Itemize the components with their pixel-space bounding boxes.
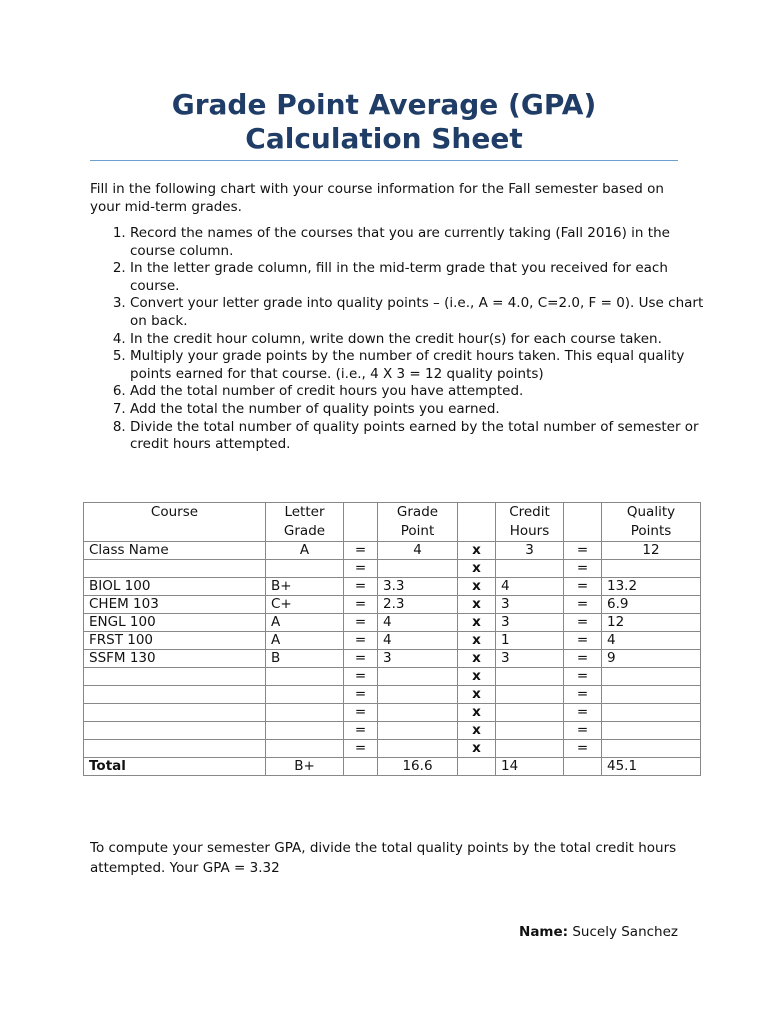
credit-hours-cell: 3: [496, 542, 564, 560]
credit-hours-cell: 3: [496, 650, 564, 668]
equals-sign: =: [564, 722, 602, 740]
instruction-step: 1. Record the names of the courses that you are currently taking (Fall 2016) in the course column.: [130, 225, 710, 260]
instruction-step: 2. In the letter grade column, fill in the mid-term grade that you received for each course.: [130, 260, 710, 295]
header-course: Course: [84, 503, 266, 542]
credit-hours-cell: [496, 560, 564, 578]
equals-sign: =: [564, 686, 602, 704]
table-row: [84, 632, 701, 650]
instruction-step: 3. Convert your letter grade into quality points – (i.e., A = 4.0, C=2.0, F = 0). Use chart on back.: [130, 295, 710, 330]
table-row: [84, 668, 701, 686]
table-row: [84, 560, 701, 578]
name-label: Name:: [519, 924, 569, 940]
quality-points-cell: 12: [602, 542, 701, 560]
credit-hours-cell: [496, 740, 564, 758]
quality-points-cell: [602, 704, 701, 722]
letter-cell: A: [266, 542, 344, 560]
letter-cell: [266, 740, 344, 758]
times-sign: x: [458, 632, 496, 650]
table-row: [84, 614, 701, 632]
times-sign: x: [458, 560, 496, 578]
quality-points-cell: [602, 668, 701, 686]
table-row: [84, 704, 701, 722]
instruction-step: 5. Multiply your grade points by the number of credit hours taken. This equal quality points earned for that course. (i.e., 4 X 3 = 12 quality points): [130, 348, 710, 383]
title-divider: [90, 160, 678, 161]
times-sign: x: [458, 614, 496, 632]
grade-point-cell: [378, 560, 458, 578]
instruction-step: 4. In the credit hour column, write down the credit hour(s) for each course taken.: [130, 331, 710, 349]
instruction-step: 8. Divide the total number of quality points earned by the total number of semester or credit hours attempted.: [130, 419, 710, 454]
letter-cell: B+: [266, 578, 344, 596]
course-cell: BIOL 100: [84, 578, 266, 596]
grade-point-cell: 3.3: [378, 578, 458, 596]
equals-sign: =: [344, 668, 378, 686]
credit-hours-cell: 3: [496, 596, 564, 614]
letter-cell: C+: [266, 596, 344, 614]
table-row: [84, 722, 701, 740]
equals-sign: =: [344, 740, 378, 758]
times-sign: x: [458, 650, 496, 668]
equals-sign: =: [564, 578, 602, 596]
course-cell: FRST 100: [84, 632, 266, 650]
grade-point-cell: [378, 686, 458, 704]
grade-point-cell: 4: [378, 542, 458, 560]
instruction-list: [108, 225, 710, 454]
equals-sign: =: [344, 722, 378, 740]
credit-hours-cell: 4: [496, 578, 564, 596]
table-row: [84, 650, 701, 668]
equals-sign: =: [344, 632, 378, 650]
equals-sign: =: [344, 596, 378, 614]
instruction-step: 7. Add the total the number of quality points you earned.: [130, 401, 710, 419]
equals-sign: =: [564, 560, 602, 578]
grade-point-cell: 4: [378, 614, 458, 632]
header-grade-point: Grade Point: [378, 503, 458, 542]
course-cell: [84, 740, 266, 758]
times-sign: x: [458, 596, 496, 614]
letter-cell: [266, 560, 344, 578]
times-sign: x: [458, 686, 496, 704]
quality-points-cell: 12: [602, 614, 701, 632]
equals-sign: =: [564, 542, 602, 560]
header-spacer: [458, 503, 496, 542]
letter-cell: [266, 686, 344, 704]
course-cell: [84, 722, 266, 740]
table-row: [84, 686, 701, 704]
course-cell: [84, 668, 266, 686]
equals-sign: =: [344, 704, 378, 722]
spacer-cell: [458, 758, 496, 776]
times-sign: x: [458, 740, 496, 758]
letter-cell: A: [266, 632, 344, 650]
credit-hours-cell: [496, 722, 564, 740]
equals-sign: =: [344, 614, 378, 632]
grade-point-cell: [378, 704, 458, 722]
total-label: Total: [84, 758, 266, 776]
total-grade-point-cell: 16.6: [378, 758, 458, 776]
course-cell: [84, 560, 266, 578]
grade-point-cell: [378, 668, 458, 686]
title-line-2: Calculation Sheet: [245, 122, 523, 155]
credit-hours-cell: 3: [496, 614, 564, 632]
quality-points-cell: 4: [602, 632, 701, 650]
gpa-instructions: To compute your semester GPA, divide the total quality points by the total credit hours attempted. Your GPA = 3.32: [90, 840, 677, 876]
title-line-1: Grade Point Average (GPA): [171, 88, 597, 121]
grade-point-cell: 3: [378, 650, 458, 668]
course-cell: CHEM 103: [84, 596, 266, 614]
equals-sign: =: [564, 704, 602, 722]
credit-hours-cell: [496, 704, 564, 722]
course-cell: [84, 704, 266, 722]
intro-text: Fill in the following chart with your course information for the Fall semester based on your mid-term grades.: [90, 181, 664, 215]
quality-points-cell: [602, 560, 701, 578]
header-credit-hours: Credit Hours: [496, 503, 564, 542]
times-sign: x: [458, 668, 496, 686]
spacer-cell: [564, 758, 602, 776]
quality-points-cell: [602, 686, 701, 704]
equals-sign: =: [344, 578, 378, 596]
credit-hours-cell: 1: [496, 632, 564, 650]
header-quality-points: Quality Points: [602, 503, 701, 542]
equals-sign: =: [564, 614, 602, 632]
quality-points-cell: 6.9: [602, 596, 701, 614]
quality-points-cell: 9: [602, 650, 701, 668]
letter-cell: [266, 722, 344, 740]
equals-sign: =: [564, 650, 602, 668]
times-sign: x: [458, 704, 496, 722]
course-cell: [84, 686, 266, 704]
quality-points-cell: [602, 740, 701, 758]
times-sign: x: [458, 722, 496, 740]
equals-sign: =: [344, 542, 378, 560]
course-cell: Class Name: [84, 542, 266, 560]
credit-hours-cell: [496, 668, 564, 686]
course-cell: SSFM 130: [84, 650, 266, 668]
table-row: [84, 578, 701, 596]
grade-point-cell: 4: [378, 632, 458, 650]
table-row: [84, 740, 701, 758]
table-row: [84, 596, 701, 614]
total-credit-hours-cell: 14: [496, 758, 564, 776]
equals-sign: =: [344, 686, 378, 704]
equals-sign: =: [564, 632, 602, 650]
equals-sign: =: [344, 560, 378, 578]
spacer-cell: [344, 758, 378, 776]
total-quality-points-cell: 45.1: [602, 758, 701, 776]
letter-cell: [266, 704, 344, 722]
table-header-row: [84, 503, 701, 542]
total-letter-cell: B+: [266, 758, 344, 776]
times-sign: x: [458, 578, 496, 596]
name-line: [519, 924, 678, 940]
example-row: [84, 542, 701, 560]
header-spacer: [344, 503, 378, 542]
grade-point-cell: [378, 722, 458, 740]
letter-cell: B: [266, 650, 344, 668]
page-title: [0, 88, 768, 156]
instruction-step: 6. Add the total number of credit hours you have attempted.: [130, 383, 710, 401]
header-letter-grade: Letter Grade: [266, 503, 344, 542]
gpa-table: [83, 502, 701, 776]
equals-sign: =: [564, 740, 602, 758]
course-cell: ENGL 100: [84, 614, 266, 632]
total-row: [84, 758, 701, 776]
grade-point-cell: 2.3: [378, 596, 458, 614]
grade-point-cell: [378, 740, 458, 758]
letter-cell: A: [266, 614, 344, 632]
times-sign: x: [458, 542, 496, 560]
equals-sign: =: [564, 596, 602, 614]
equals-sign: =: [344, 650, 378, 668]
letter-cell: [266, 668, 344, 686]
equals-sign: =: [564, 668, 602, 686]
name-value: Sucely Sanchez: [572, 924, 678, 940]
quality-points-cell: [602, 722, 701, 740]
credit-hours-cell: [496, 686, 564, 704]
quality-points-cell: 13.2: [602, 578, 701, 596]
header-spacer: [564, 503, 602, 542]
